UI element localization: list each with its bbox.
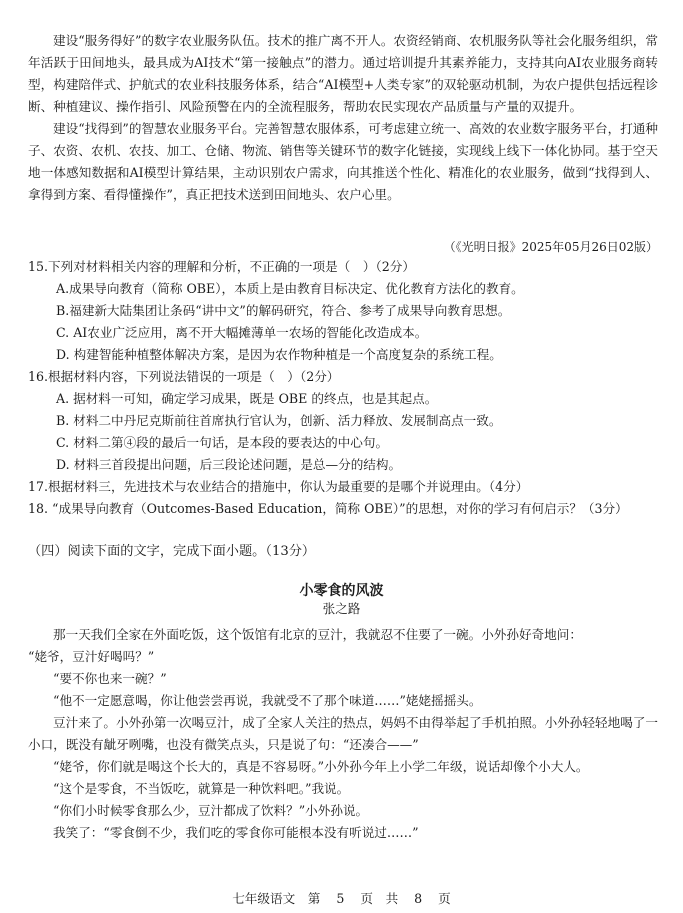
passage-paragraph: 建设“服务得好”的数字农业服务队伍。技术的推广离不开人。农资经销商、农机服务队等社会化服务组织，常年活跃于田间地头，最具成为AI技术“第一接触点”的潜力。通过培训提升其素养能力，支持其向AI农业服务商转型，构建陪伴式、护航式的农业科技服务体系，结合“AI模型+人类专家”的双轮驱动机制，为农户提供包括远程诊断、种植建议、操作指引、风险预警在内的全流程服务，帮助农民实现农产品质量与产量的双提升。 [28,33,658,114]
question-15-option-a: A.成果导向教育（简称 OBE），本质上是由教育目标决定、优化教育方法化的教育。 [56,281,524,296]
question-16-option-a: A. 据材料一可知，确定学习成果，既是 OBE 的终点，也是其起点。 [56,391,438,406]
question-17-stem: 17.根据材料三，先进技术与农业结合的措施中，你认为最重要的是哪个并说理由。（4分） [28,479,529,494]
story-paragraph: “他不一定愿意喝，你让他尝尝再说，我就受不了那个味道……”姥姥摇摇头。 [53,693,482,708]
source-citation: （《光明日报》2025年05月26日02版） [443,240,658,254]
passage-paragraph: 建设“找得到”的智慧农业服务平台。完善智慧农服体系，可考虑建立统一、高效的农业数字服务平台，打通种子、农资、农机、农技、加工、仓储、物流、销售等关键环节的数字化链接，实现线上线下一体化协同。基于空天地一体感知数据和AI模型计算结果，主动识别农户需求，向其推送个性化、精准化的农业服务，做到“找得到人、拿得到方案、看得懂操作”，真正把技术送到田间地头、农户心里。 [28,121,658,202]
question-16-option-d: D. 材料三首段提出问题，后三段论述问题，是总—分的结构。 [56,457,402,472]
question-15-option-c: C. AI农业广泛应用，离不开大幅摊薄单一农场的智能化改造成本。 [56,325,428,340]
question-16-option-c: C. 材料二第④段的最后一句话，是本段的要表达的中心句。 [56,435,389,450]
passage-end [28,30,658,206]
question-16-option-b: B. 材料二中丹尼克斯前往首席执行官认为，创新、活力释放、发展制高点一致。 [56,413,502,428]
page-footer: 七年级语文 第 5 页 共 8 页 [232,891,451,906]
question-16-stem: 16.根据材料内容，下列说法错误的一项是（ ）（2分） [28,369,340,384]
story-paragraph: “姥爷，你们就是喝这个长大的，真是不容易呀。”小外孙今年上小学二年级，说话却像个小大人。 [53,759,589,774]
story-paragraph: “你们小时候零食那么少，豆汁都成了饮料？”小外孙说。 [53,803,369,818]
story-paragraph: 我笑了：“零食倒不少，我们吃的零食你可能根本没有听说过……” [53,825,419,840]
story-title: 小零食的风波 [299,583,384,599]
question-15-stem: 15.下列对材料相关内容的理解和分析，不正确的一项是（ ）（2分） [28,259,415,274]
story-author: 张之路 [322,601,361,616]
story-paragraph: “这个是零食，不当饭吃，就算是一种饮料吧。”我说。 [53,781,350,796]
question-15-option-b: B.福建新大陆集团让条码“讲中文”的解码研究，符合、参考了成果导向教育思想。 [56,303,511,318]
story-paragraph: “姥爷，豆汁好喝吗？” [28,649,155,664]
story-paragraph: 那一天我们全家在外面吃饭，这个饭馆有北京的豆汁，我就忍不住要了一碗。小外孙好奇地问： [53,627,582,642]
story-body [28,624,658,844]
question-15-option-d: D. 构建智能种植整体解决方案，是因为农作物种植是一个高度复杂的系统工程。 [56,347,502,362]
question-list [28,256,658,520]
story-paragraph: “要不你也来一碗？” [53,671,167,686]
story-paragraph: 豆汁来了。小外孙第一次喝豆汁，成了全家人关注的热点，妈妈不由得举起了手机拍照。小外孙轻轻地喝了一小口，既没有龇牙咧嘴，也没有微笑点头，只是说了句：“还凑合——” [28,715,658,752]
question-18-stem: 18. “成果导向教育（Outcomes-Based Education，简称 OBE）”的思想，对你的学习有何启示？（3分） [28,501,628,516]
section-header: （四）阅读下面的文字，完成下面小题。（13分） [28,544,316,559]
